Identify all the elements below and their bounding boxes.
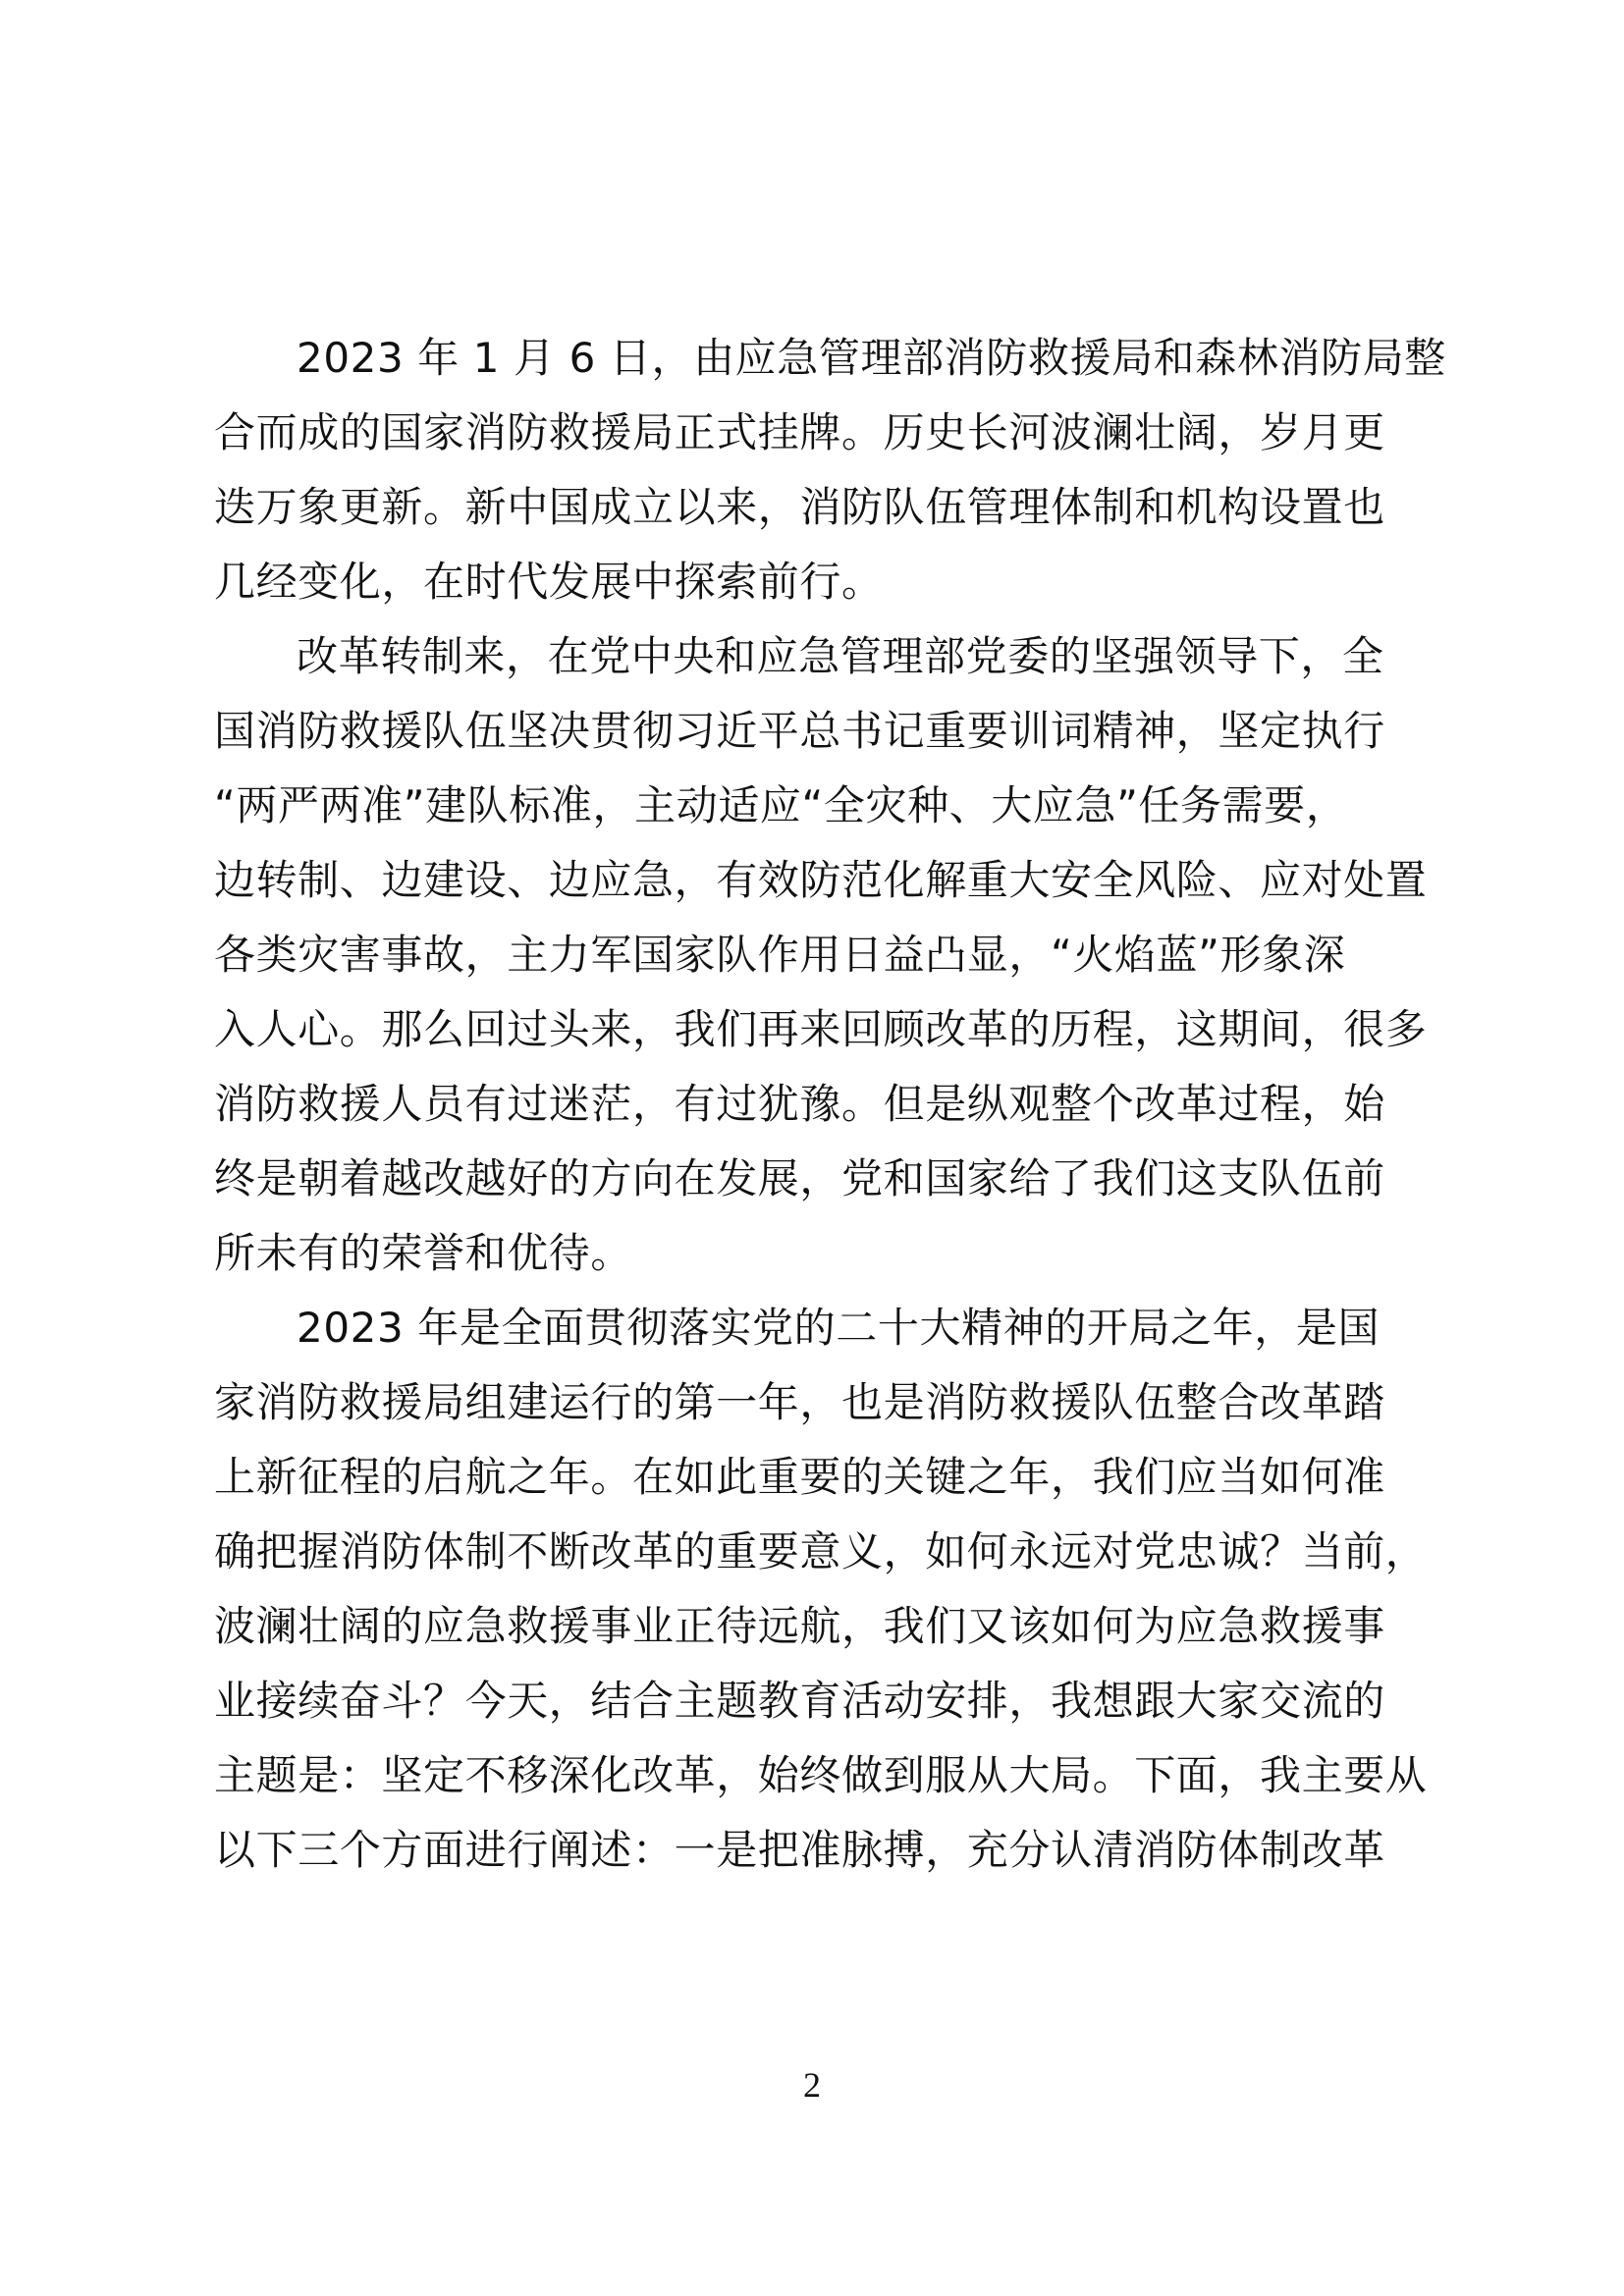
text-line: 确把握消防体制不断改革的重要意义，如何永远对党忠诚？当前， [214, 1527, 1428, 1575]
text-line: 波澜壮阔的应急救援事业正待远航，我们又该如何为应急救援事 [214, 1602, 1385, 1650]
text-line: 主题是：坚定不移深化改革，始终做到服从大局。下面，我主要从 [214, 1751, 1428, 1799]
text-line: 合而成的国家消防救援局正式挂牌。历史长河波澜壮阔，岁月更 [214, 408, 1385, 456]
text-line: 以下三个方面进行阐述：一是把准脉搏，充分认清消防体制改革 [214, 1826, 1385, 1874]
text-line: 各类灾害事故，主力军国家队作用日益凸显，“火焰蓝”形象深 [214, 931, 1346, 979]
text-line: 业接续奋斗？今天，结合主题教育活动安排，我想跟大家交流的 [214, 1677, 1385, 1725]
text-line: 消防救援人员有过迷茫，有过犹豫。但是纵观整个改革过程，始 [214, 1080, 1385, 1128]
text-line: 入人心。那么回过头来，我们再来回顾改革的历程，这期间，很多 [214, 1005, 1428, 1053]
text-line: 所未有的荣誉和优待。 [214, 1229, 633, 1277]
page-number: 2 [803, 2065, 821, 2105]
text-line: 边转制、边建设、边应急，有效防范化解重大安全风险、应对处置 [214, 856, 1428, 904]
text-line: 迭万象更新。新中国成立以来，消防队伍管理体制和机构设置也 [214, 483, 1385, 531]
text-line: 国消防救援队伍坚决贯彻习近平总书记重要训词精神，坚定执行 [214, 707, 1385, 755]
text-line: 2023 年是全面贯彻落实党的二十大精神的开局之年，是国 [297, 1304, 1380, 1352]
text-line: 2023 年 1 月 6 日，由应急管理部消防救援局和森林消防局整 [297, 334, 1446, 382]
text-line: 几经变化，在时代发展中探索前行。 [214, 558, 884, 606]
text-line: 上新征程的启航之年。在如此重要的关键之年，我们应当如何准 [214, 1453, 1385, 1501]
text-line: 家消防救援局组建运行的第一年，也是消防救援队伍整合改革踏 [214, 1378, 1385, 1426]
text-line: “两严两准”建队标准，主动适应“全灾种、大应急”任务需要， [214, 781, 1348, 829]
text-line: 改革转制来，在党中央和应急管理部党委的坚强领导下，全 [297, 632, 1384, 680]
text-line: 终是朝着越改越好的方向在发展，党和国家给了我们这支队伍前 [214, 1154, 1385, 1202]
